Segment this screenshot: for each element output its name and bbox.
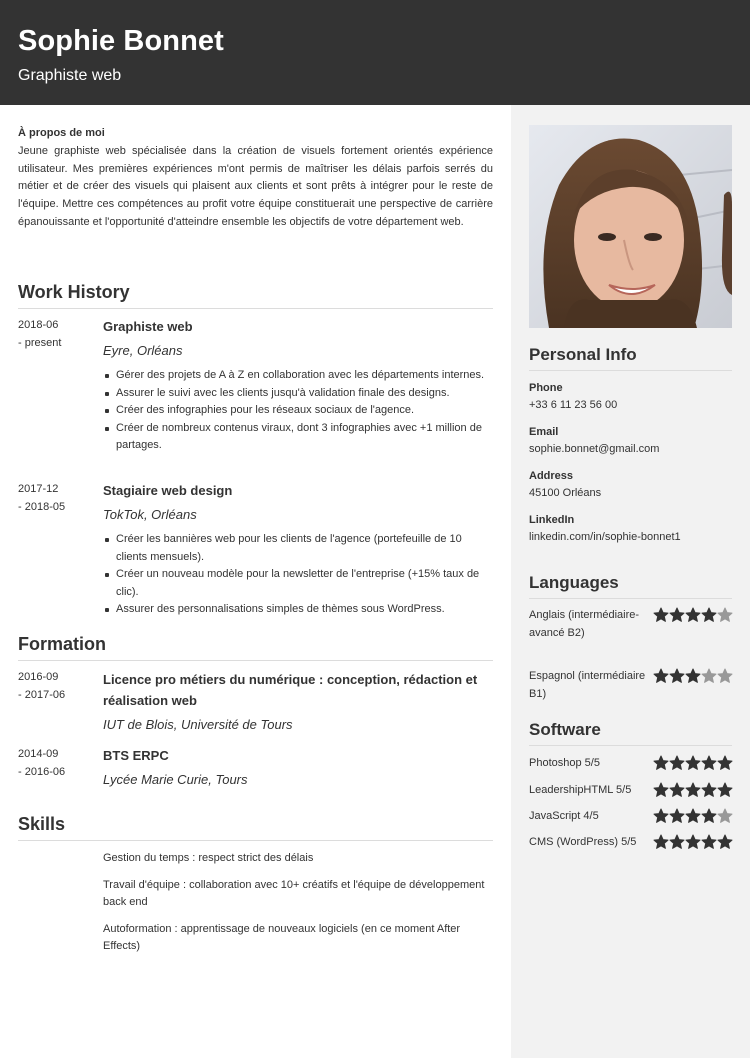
software-row bbox=[529, 834, 733, 852]
star-filled-icon bbox=[701, 755, 717, 771]
date-end: - 2017-06 bbox=[18, 688, 66, 701]
star-filled-icon bbox=[717, 834, 733, 850]
languages-heading: Languages bbox=[529, 572, 732, 599]
star-empty-icon bbox=[717, 808, 733, 824]
bullet-item: Créer les bannières web pour les clients de l'agence (portefeuille de 10 clients mensuels). bbox=[103, 531, 493, 566]
date-end: - 2016-06 bbox=[18, 765, 66, 778]
resume-header bbox=[0, 0, 750, 105]
profile-photo bbox=[529, 125, 732, 328]
skill-item: Gestion du temps : respect strict des délais bbox=[103, 852, 314, 864]
star-empty-icon bbox=[717, 668, 733, 684]
star-filled-icon bbox=[653, 668, 669, 684]
software-label: CMS (WordPress) 5/5 bbox=[529, 836, 637, 848]
star-filled-icon bbox=[669, 607, 685, 623]
star-rating bbox=[653, 808, 733, 824]
date-start: 2014-09 bbox=[18, 748, 59, 760]
star-rating bbox=[653, 782, 733, 798]
skill-item: Autoformation : apprentissage de nouveaux logiciels (en ce moment After Effects) bbox=[103, 922, 461, 953]
job-bullets bbox=[103, 367, 493, 455]
date-end: - 2018-05 bbox=[18, 500, 66, 513]
star-filled-icon bbox=[653, 755, 669, 771]
address-value: 45100 Orléans bbox=[529, 487, 602, 499]
formation-heading: Formation bbox=[18, 633, 493, 661]
star-filled-icon bbox=[685, 607, 701, 623]
star-filled-icon bbox=[669, 782, 685, 798]
about-text: Jeune graphiste web spécialisée dans la création de visuels fortement orientés expérience utilisateur. Mes premières expériences m'ont permis de maîtriser les délais parfois serrés du métier et de créer des visuels qui plaisent aux clients et sont prêts à intégrer pour le reste de l'équipe. Mettre ces compétences au profit votre équipe constituerait une perspective de carrière épanouissante et l'opportunité d'atteindre ensemble les objectifs de votre département web. bbox=[18, 145, 493, 228]
star-filled-icon bbox=[717, 755, 733, 771]
software-label: Photoshop 5/5 bbox=[529, 757, 600, 769]
info-linkedin bbox=[529, 512, 732, 546]
star-filled-icon bbox=[653, 834, 669, 850]
language-row bbox=[529, 607, 733, 642]
star-filled-icon bbox=[653, 808, 669, 824]
job-bullets bbox=[103, 531, 493, 619]
portrait-image bbox=[529, 125, 732, 328]
sidebar bbox=[511, 105, 750, 1058]
info-label: Email bbox=[529, 426, 559, 438]
email-value[interactable]: sophie.bonnet@gmail.com bbox=[529, 443, 660, 455]
personal-info-heading: Personal Info bbox=[529, 344, 732, 371]
date-start: 2018-06 bbox=[18, 319, 59, 331]
work-body bbox=[103, 317, 493, 455]
formation-body bbox=[103, 746, 493, 790]
star-empty-icon bbox=[701, 668, 717, 684]
software-heading: Software bbox=[529, 719, 732, 746]
language-label: Espagnol (intermédiaire B1) bbox=[529, 670, 646, 700]
date-start: 2017-12 bbox=[18, 483, 59, 495]
date-start: 2016-09 bbox=[18, 671, 59, 683]
job-org: Eyre, Orléans bbox=[103, 343, 183, 358]
star-filled-icon bbox=[669, 834, 685, 850]
software-row bbox=[529, 808, 733, 826]
info-label: Address bbox=[529, 470, 574, 482]
bullet-item: Assurer le suivi avec les clients jusqu'à validation finale des designs. bbox=[103, 385, 493, 403]
formation-body bbox=[103, 669, 493, 735]
star-filled-icon bbox=[717, 782, 733, 798]
software-row bbox=[529, 782, 733, 800]
skills-heading: Skills bbox=[18, 813, 493, 841]
star-empty-icon bbox=[717, 607, 733, 623]
about-heading: À propos de moi bbox=[18, 127, 105, 139]
work-date bbox=[18, 481, 98, 516]
formation-date bbox=[18, 746, 98, 781]
info-label: Phone bbox=[529, 382, 563, 394]
star-filled-icon bbox=[701, 834, 717, 850]
info-label: LinkedIn bbox=[529, 514, 575, 526]
bullet-item: Créer de nombreux contenus viraux, dont 3 infographies avec +1 million de partages. bbox=[103, 420, 493, 455]
linkedin-link[interactable]: linkedin.com/in/sophie-bonnet1 bbox=[529, 531, 681, 543]
star-filled-icon bbox=[669, 668, 685, 684]
work-history-heading: Work History bbox=[18, 281, 493, 309]
star-filled-icon bbox=[701, 607, 717, 623]
work-date bbox=[18, 317, 98, 352]
bullet-item: Créer des infographies pour les réseaux sociaux de l'agence. bbox=[103, 402, 493, 420]
star-filled-icon bbox=[685, 668, 701, 684]
bullet-item: Créer un nouveau modèle pour la newsletter de l'entreprise (+15% taux de clic). bbox=[103, 566, 493, 601]
info-phone bbox=[529, 380, 732, 414]
bullet-item: Assurer des personnalisations simples de thèmes sous WordPress. bbox=[103, 601, 493, 619]
star-rating bbox=[653, 668, 733, 684]
star-rating bbox=[653, 834, 733, 850]
star-filled-icon bbox=[701, 782, 717, 798]
star-rating bbox=[653, 755, 733, 771]
info-email bbox=[529, 424, 732, 458]
language-row bbox=[529, 668, 733, 703]
software-label: LeadershipHTML 5/5 bbox=[529, 784, 632, 796]
school-name: IUT de Blois, Université de Tours bbox=[103, 717, 293, 732]
star-filled-icon bbox=[685, 808, 701, 824]
bullet-item: Gérer des projets de A à Z en collaboration avec les départements internes. bbox=[103, 367, 493, 385]
info-address bbox=[529, 468, 732, 502]
skills-list bbox=[103, 850, 493, 965]
job-role: Graphiste web bbox=[103, 319, 193, 334]
job-org: TokTok, Orléans bbox=[103, 507, 197, 522]
software-row bbox=[529, 755, 733, 773]
star-filled-icon bbox=[653, 782, 669, 798]
star-filled-icon bbox=[685, 782, 701, 798]
software-label: JavaScript 4/5 bbox=[529, 810, 599, 822]
candidate-title: Graphiste web bbox=[18, 67, 122, 84]
school-name: Lycée Marie Curie, Tours bbox=[103, 772, 248, 787]
star-filled-icon bbox=[701, 808, 717, 824]
formation-date bbox=[18, 669, 98, 704]
star-filled-icon bbox=[685, 834, 701, 850]
date-end: - present bbox=[18, 336, 62, 349]
language-label: Anglais (intermédiaire-avancé B2) bbox=[529, 609, 640, 639]
star-filled-icon bbox=[669, 808, 685, 824]
star-filled-icon bbox=[653, 607, 669, 623]
candidate-name: Sophie Bonnet bbox=[18, 25, 224, 57]
phone-value: +33 6 11 23 56 00 bbox=[529, 399, 618, 411]
work-body bbox=[103, 481, 493, 619]
star-rating bbox=[653, 607, 733, 623]
degree-title: Licence pro métiers du numérique : conception, rédaction et réalisation web bbox=[103, 672, 478, 708]
star-filled-icon bbox=[685, 755, 701, 771]
skill-item: Travail d'équipe : collaboration avec 10+ créatifs et l'équipe de développement back end bbox=[103, 878, 485, 909]
degree-title: BTS ERPC bbox=[103, 748, 169, 763]
star-filled-icon bbox=[669, 755, 685, 771]
job-role: Stagiaire web design bbox=[103, 483, 233, 498]
